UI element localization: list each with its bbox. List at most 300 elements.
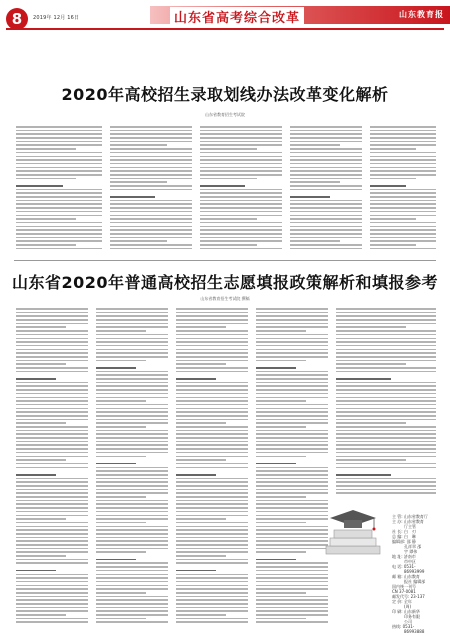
text-line bbox=[96, 503, 168, 505]
text-line bbox=[336, 481, 436, 483]
text-line bbox=[96, 389, 168, 391]
text-line bbox=[336, 459, 406, 461]
text-line bbox=[176, 437, 248, 439]
text-line bbox=[16, 148, 76, 150]
text-line bbox=[256, 570, 328, 572]
text-line bbox=[176, 492, 248, 494]
text-line bbox=[16, 222, 102, 224]
text-line bbox=[176, 474, 216, 476]
text-line bbox=[256, 374, 328, 376]
text-line bbox=[176, 544, 248, 546]
text-line bbox=[200, 244, 257, 246]
text-line bbox=[16, 192, 102, 194]
text-line bbox=[16, 130, 102, 132]
article-2-headline: 山东省2020年普通高校招生志愿填报政策解析和填报参考 bbox=[11, 273, 439, 292]
text-line bbox=[16, 185, 63, 187]
text-line bbox=[96, 419, 168, 421]
text-line bbox=[16, 144, 102, 146]
text-line bbox=[256, 411, 328, 413]
text-line bbox=[256, 588, 328, 590]
text-line bbox=[256, 592, 306, 594]
text-line bbox=[96, 323, 168, 325]
text-line bbox=[176, 441, 248, 443]
text-line bbox=[176, 507, 248, 509]
text-line bbox=[96, 581, 168, 583]
text-line bbox=[110, 192, 192, 194]
text-line bbox=[176, 374, 248, 376]
text-line bbox=[16, 393, 88, 395]
text-line bbox=[336, 385, 436, 387]
text-line bbox=[256, 574, 328, 576]
text-line bbox=[290, 244, 362, 246]
text-line bbox=[96, 610, 168, 612]
text-line bbox=[200, 196, 282, 198]
text-line bbox=[16, 189, 102, 191]
text-line bbox=[256, 378, 328, 380]
text-line bbox=[176, 363, 226, 365]
text-line bbox=[290, 229, 362, 231]
text-line bbox=[16, 326, 66, 328]
text-line bbox=[96, 341, 168, 343]
text-line bbox=[176, 334, 248, 336]
article-2-column-3 bbox=[176, 308, 248, 625]
text-line bbox=[370, 152, 436, 154]
text-line bbox=[110, 203, 192, 205]
text-line bbox=[370, 159, 436, 161]
text-line bbox=[96, 533, 168, 535]
credit-line: 编辑部: 邵 静 bbox=[392, 539, 416, 544]
text-line bbox=[96, 540, 168, 542]
masthead-logo: 山东教育报 bbox=[399, 9, 444, 19]
text-line bbox=[290, 148, 362, 150]
text-line bbox=[16, 448, 88, 450]
article-2-column-5 bbox=[336, 308, 436, 496]
text-line bbox=[16, 485, 88, 487]
credit-line: 邮 箱: 山东教育 bbox=[392, 574, 420, 579]
text-line bbox=[256, 341, 328, 343]
article-2-column-4 bbox=[256, 308, 328, 625]
text-line bbox=[96, 352, 168, 354]
text-line bbox=[96, 393, 168, 395]
text-line bbox=[176, 312, 248, 314]
text-line bbox=[16, 233, 102, 235]
credit-line: 国内统一刊号 bbox=[392, 584, 416, 589]
text-line bbox=[200, 218, 257, 220]
text-line bbox=[370, 130, 436, 132]
text-line bbox=[96, 485, 168, 487]
text-line bbox=[96, 404, 168, 406]
text-line bbox=[176, 419, 248, 421]
text-line bbox=[96, 559, 136, 561]
text-line bbox=[16, 323, 88, 325]
text-line bbox=[200, 215, 282, 217]
text-line bbox=[256, 614, 328, 616]
text-line bbox=[290, 181, 340, 183]
text-line bbox=[256, 334, 328, 336]
text-line bbox=[200, 240, 282, 242]
text-line bbox=[256, 452, 328, 454]
text-line bbox=[370, 170, 436, 172]
text-line bbox=[336, 467, 436, 469]
text-line bbox=[200, 156, 282, 158]
text-line bbox=[96, 500, 168, 502]
text-line bbox=[96, 511, 168, 513]
text-line bbox=[336, 400, 436, 402]
text-line bbox=[176, 503, 248, 505]
text-line bbox=[16, 312, 88, 314]
text-line bbox=[16, 211, 102, 213]
text-line bbox=[96, 400, 146, 402]
text-line bbox=[176, 574, 248, 576]
text-line bbox=[200, 192, 282, 194]
text-line bbox=[96, 518, 168, 520]
text-line bbox=[336, 363, 406, 365]
text-line bbox=[200, 152, 282, 154]
credit-line: 总 编: 白 琳 bbox=[392, 534, 416, 539]
text-line bbox=[16, 544, 88, 546]
text-line bbox=[256, 621, 328, 623]
text-line bbox=[16, 200, 102, 202]
text-line bbox=[336, 397, 436, 399]
text-line bbox=[110, 130, 192, 132]
text-line bbox=[256, 467, 328, 469]
text-line bbox=[96, 507, 168, 509]
text-line bbox=[256, 478, 328, 480]
text-line bbox=[200, 130, 282, 132]
text-line bbox=[96, 529, 168, 531]
text-line bbox=[16, 441, 88, 443]
text-line bbox=[290, 215, 362, 217]
credit-line: 社 长: 白 刃 bbox=[392, 529, 416, 534]
text-line bbox=[256, 371, 328, 373]
text-line bbox=[176, 496, 248, 498]
text-line bbox=[16, 433, 88, 435]
text-line bbox=[176, 433, 248, 435]
text-line bbox=[16, 585, 88, 587]
article-1-column-4 bbox=[290, 126, 362, 251]
text-line bbox=[16, 240, 102, 242]
text-line bbox=[96, 456, 146, 458]
text-line bbox=[336, 433, 436, 435]
text-line bbox=[96, 452, 168, 454]
text-line bbox=[110, 211, 192, 213]
text-line bbox=[16, 489, 88, 491]
text-line bbox=[96, 433, 168, 435]
text-line bbox=[176, 330, 248, 332]
text-line bbox=[290, 167, 362, 169]
editorial-credits bbox=[392, 514, 438, 634]
text-line bbox=[16, 345, 88, 347]
credit-line: 报社 编辑部 bbox=[392, 579, 426, 584]
text-line bbox=[336, 463, 436, 465]
text-line bbox=[336, 426, 436, 428]
text-line bbox=[370, 196, 436, 198]
text-line bbox=[336, 430, 436, 432]
text-line bbox=[110, 144, 167, 146]
text-line bbox=[256, 415, 328, 417]
text-line bbox=[176, 319, 248, 321]
section-title: 山东省高考综合改革 bbox=[170, 7, 304, 26]
credit-line: 地 址: 济南市 bbox=[392, 554, 416, 559]
text-line bbox=[16, 437, 88, 439]
text-line bbox=[16, 226, 102, 228]
article-1-column-1 bbox=[16, 126, 102, 251]
text-line bbox=[370, 141, 436, 143]
text-line bbox=[336, 360, 436, 362]
text-line bbox=[256, 596, 328, 598]
text-line bbox=[16, 203, 102, 205]
text-line bbox=[256, 345, 328, 347]
text-line bbox=[96, 607, 168, 609]
graduation-cap-icon bbox=[330, 510, 376, 531]
text-line bbox=[256, 308, 328, 310]
text-line bbox=[16, 518, 66, 520]
text-line bbox=[16, 548, 88, 550]
text-line bbox=[96, 478, 168, 480]
text-line bbox=[200, 126, 282, 128]
text-line bbox=[370, 244, 416, 246]
text-line bbox=[96, 408, 168, 410]
text-line bbox=[16, 385, 88, 387]
text-line bbox=[96, 437, 168, 439]
text-line bbox=[370, 200, 436, 202]
text-line bbox=[16, 470, 88, 472]
text-line bbox=[336, 419, 436, 421]
text-line bbox=[96, 315, 168, 317]
text-line bbox=[290, 141, 362, 143]
text-line bbox=[16, 215, 102, 217]
text-line bbox=[336, 367, 436, 369]
text-line bbox=[200, 222, 282, 224]
text-line bbox=[16, 196, 102, 198]
text-line bbox=[256, 430, 328, 432]
text-line bbox=[176, 562, 248, 564]
text-line bbox=[256, 599, 328, 601]
text-line bbox=[16, 474, 56, 476]
text-line bbox=[96, 444, 168, 446]
text-line bbox=[16, 588, 88, 590]
text-line bbox=[336, 492, 436, 494]
text-line bbox=[256, 315, 328, 317]
text-line bbox=[336, 478, 436, 480]
text-line bbox=[176, 323, 248, 325]
text-line bbox=[176, 603, 248, 605]
credit-line: (周) bbox=[392, 604, 412, 609]
text-line bbox=[110, 229, 192, 231]
text-line bbox=[96, 378, 168, 380]
article-2-column-2 bbox=[96, 308, 168, 625]
text-line bbox=[110, 218, 192, 220]
text-line bbox=[96, 562, 168, 564]
text-line bbox=[256, 360, 306, 362]
text-line bbox=[16, 330, 88, 332]
text-line bbox=[370, 137, 436, 139]
text-line bbox=[16, 374, 88, 376]
text-line bbox=[176, 529, 248, 531]
text-line bbox=[176, 515, 248, 517]
text-line bbox=[290, 178, 362, 180]
text-line bbox=[16, 526, 88, 528]
text-line bbox=[256, 559, 296, 561]
text-line bbox=[96, 467, 168, 469]
text-line bbox=[110, 215, 192, 217]
text-line bbox=[110, 141, 192, 143]
text-line bbox=[290, 126, 362, 128]
text-line bbox=[370, 156, 436, 158]
text-line bbox=[200, 167, 282, 169]
text-line bbox=[336, 422, 406, 424]
text-line bbox=[256, 603, 328, 605]
text-line bbox=[96, 308, 168, 310]
text-line bbox=[336, 456, 436, 458]
text-line bbox=[16, 170, 102, 172]
text-line bbox=[336, 334, 436, 336]
text-line bbox=[290, 211, 362, 213]
text-line bbox=[256, 474, 328, 476]
text-line bbox=[16, 496, 88, 498]
text-line bbox=[16, 478, 88, 480]
text-line bbox=[290, 192, 362, 194]
text-line bbox=[96, 544, 168, 546]
text-line bbox=[176, 308, 248, 310]
text-line bbox=[336, 349, 436, 351]
credit-line: 宇 谭伟 bbox=[392, 549, 418, 554]
text-line bbox=[16, 492, 88, 494]
page-number-badge: 8 bbox=[6, 8, 28, 30]
text-line bbox=[370, 229, 436, 231]
credit-line: CN 37-0081 bbox=[392, 589, 416, 594]
text-line bbox=[290, 248, 362, 250]
text-line bbox=[110, 126, 192, 128]
text-line bbox=[256, 356, 328, 358]
text-line bbox=[110, 226, 192, 228]
text-line bbox=[16, 341, 88, 343]
text-line bbox=[176, 548, 248, 550]
text-line bbox=[200, 203, 282, 205]
text-line bbox=[200, 178, 257, 180]
text-line bbox=[16, 522, 88, 524]
text-line bbox=[256, 610, 328, 612]
text-line bbox=[16, 599, 88, 601]
text-line bbox=[16, 229, 102, 231]
text-line bbox=[200, 163, 282, 165]
text-line bbox=[16, 581, 88, 583]
text-line bbox=[256, 367, 296, 369]
text-line bbox=[16, 430, 88, 432]
text-line bbox=[176, 326, 226, 328]
text-line bbox=[256, 363, 328, 365]
text-line bbox=[176, 371, 248, 373]
text-line bbox=[256, 522, 306, 524]
text-line bbox=[336, 452, 436, 454]
text-line bbox=[16, 529, 88, 531]
text-line bbox=[256, 338, 328, 340]
text-line bbox=[16, 533, 88, 535]
text-line bbox=[110, 233, 192, 235]
text-line bbox=[256, 448, 328, 450]
text-line bbox=[200, 226, 282, 228]
text-line bbox=[96, 326, 168, 328]
text-line bbox=[370, 185, 406, 187]
text-line bbox=[290, 133, 362, 135]
text-line bbox=[256, 618, 306, 620]
article-1-column-5 bbox=[370, 126, 436, 251]
text-line bbox=[256, 433, 328, 435]
text-line bbox=[16, 152, 102, 154]
text-line bbox=[176, 581, 248, 583]
text-line bbox=[256, 319, 328, 321]
text-line bbox=[176, 559, 248, 561]
text-line bbox=[16, 244, 76, 246]
text-line bbox=[290, 240, 340, 242]
text-line bbox=[290, 233, 362, 235]
text-line bbox=[336, 308, 436, 310]
text-line bbox=[336, 389, 436, 391]
text-line bbox=[96, 356, 168, 358]
text-line bbox=[336, 338, 436, 340]
credit-line: 86993888 bbox=[392, 629, 425, 634]
text-line bbox=[110, 163, 192, 165]
text-line bbox=[370, 163, 436, 165]
text-line bbox=[176, 356, 248, 358]
text-line bbox=[16, 603, 88, 605]
text-line bbox=[256, 389, 328, 391]
text-line bbox=[176, 540, 248, 542]
text-line bbox=[16, 444, 88, 446]
text-line bbox=[370, 233, 436, 235]
text-line bbox=[336, 345, 436, 347]
text-line bbox=[16, 459, 66, 461]
text-line bbox=[96, 522, 146, 524]
text-line bbox=[256, 393, 328, 395]
text-line bbox=[200, 170, 282, 172]
text-line bbox=[336, 393, 436, 395]
text-line bbox=[96, 397, 168, 399]
text-line bbox=[290, 130, 362, 132]
text-line bbox=[16, 319, 88, 321]
text-line bbox=[110, 170, 192, 172]
text-line bbox=[16, 352, 88, 354]
text-line bbox=[16, 537, 88, 539]
text-line bbox=[176, 588, 248, 590]
text-line bbox=[176, 352, 248, 354]
text-line bbox=[176, 585, 248, 587]
text-line bbox=[16, 507, 88, 509]
text-line bbox=[290, 203, 362, 205]
text-line bbox=[336, 489, 436, 491]
text-line bbox=[110, 137, 192, 139]
text-line bbox=[96, 551, 146, 553]
text-line bbox=[370, 126, 436, 128]
text-line bbox=[96, 415, 168, 417]
text-line bbox=[176, 426, 248, 428]
article-2-byline: 山东省教育招生考试院 撰稿 bbox=[200, 296, 250, 301]
text-line bbox=[176, 555, 226, 557]
text-line bbox=[96, 588, 168, 590]
text-line bbox=[256, 492, 328, 494]
text-line bbox=[200, 211, 282, 213]
text-line bbox=[96, 566, 168, 568]
text-line bbox=[110, 240, 167, 242]
text-line bbox=[96, 345, 168, 347]
text-line bbox=[200, 141, 282, 143]
text-line bbox=[110, 159, 192, 161]
text-line bbox=[96, 515, 168, 517]
text-line bbox=[200, 185, 245, 187]
text-line bbox=[256, 422, 328, 424]
text-line bbox=[110, 167, 192, 169]
text-line bbox=[256, 426, 306, 428]
